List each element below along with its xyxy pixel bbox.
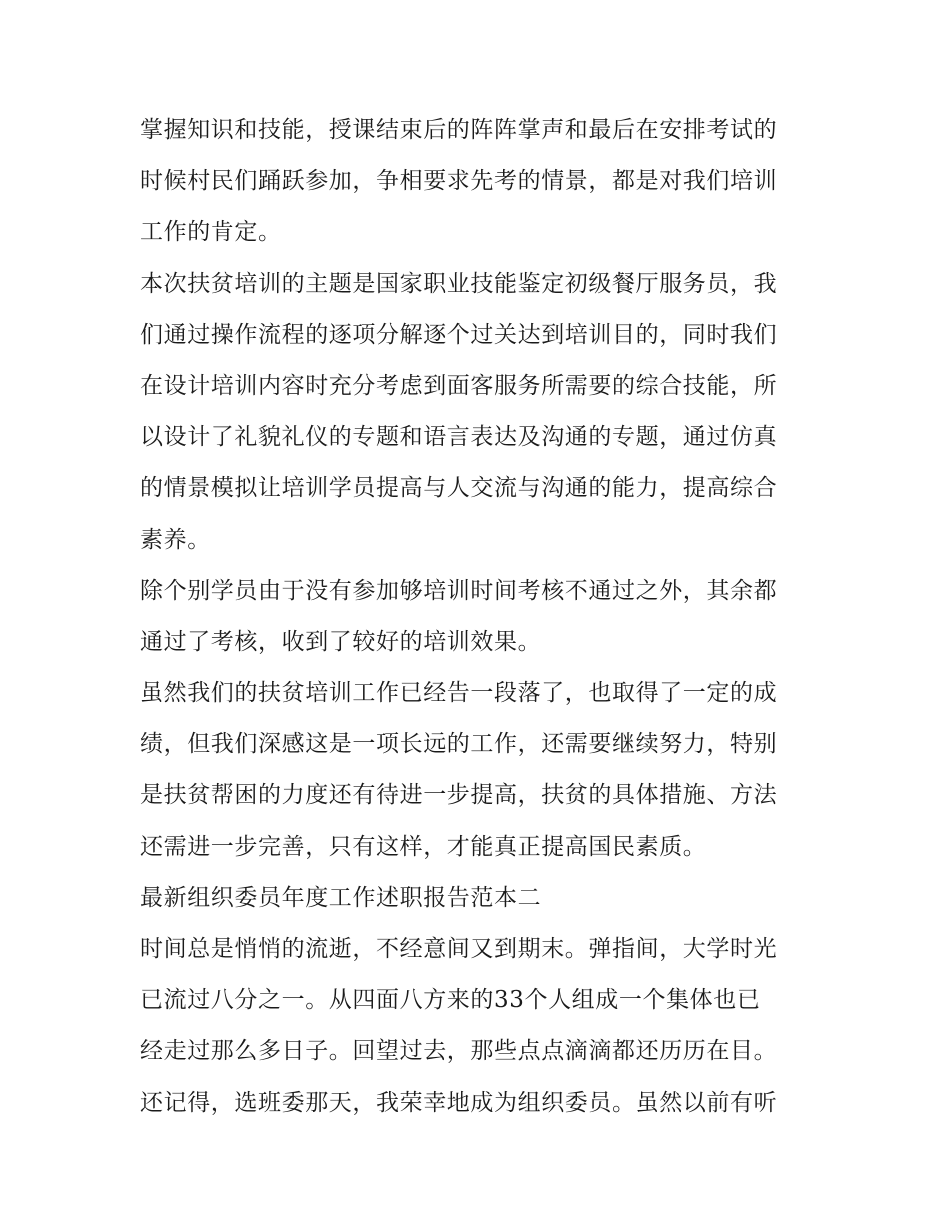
text-line: 通过了考核，收到了较好的培训效果。 (140, 628, 542, 655)
text-line: 掌握知识和技能，授课结束后的阵阵掌声和最后在安排考试的 (140, 117, 778, 143)
text-line: 除个别学员由于没有参加够培训时间考核不通过之外，其余都 (140, 577, 778, 604)
document-body (140, 105, 820, 1129)
text-line: 是扶贫帮困的力度还有待进一步提高，扶贫的具体措施、方法 (140, 782, 778, 809)
text-line: 还需进一步完善，只有这样，才能真正提高国民素质。 (140, 833, 707, 860)
text-line: 工作的肯定。 (140, 219, 282, 246)
text-line: 还记得，选班委那天，我荣幸地成为组织委员。虽然以前有听 (140, 1089, 778, 1116)
text-line: 在设计培训内容时充分考虑到面客服务所需要的综合技能，所 (140, 372, 778, 399)
text-line: 以设计了礼貌礼仪的专题和语言表达及沟通的专题，通过仿真 (140, 424, 778, 451)
text-line: 时候村民们踊跃参加，争相要求先考的情景，都是对我们培训 (140, 168, 778, 195)
section-heading: 最新组织委员年度工作述职报告范本二 (140, 884, 542, 911)
text-line: 虽然我们的扶贫培训工作已经告一段落了，也取得了一定的成 (140, 680, 778, 707)
text-line: 时间总是悄悄的流逝，不经意间又到期末。弹指间，大学时光 (140, 936, 778, 962)
text-line: 经走过那么多日子。回望过去，那些点点滴滴都还历历在目。 (140, 1038, 778, 1065)
text-line: 绩，但我们深感这是一项长远的工作，还需要继续努力，特别 (140, 731, 778, 758)
text-line: 们通过操作流程的逐项分解逐个过关达到培训目的，同时我们 (140, 321, 778, 348)
text-line: 本次扶贫培训的主题是国家职业技能鉴定初级餐厅服务员，我 (140, 270, 778, 297)
text-line: 素养。 (140, 526, 211, 553)
text-line: 的情景模拟让培训学员提高与人交流与沟通的能力，提高综合 (140, 475, 778, 502)
text-line: 已流过八分之一。从四面八方来的33个人组成一个集体也已 (140, 987, 761, 1014)
